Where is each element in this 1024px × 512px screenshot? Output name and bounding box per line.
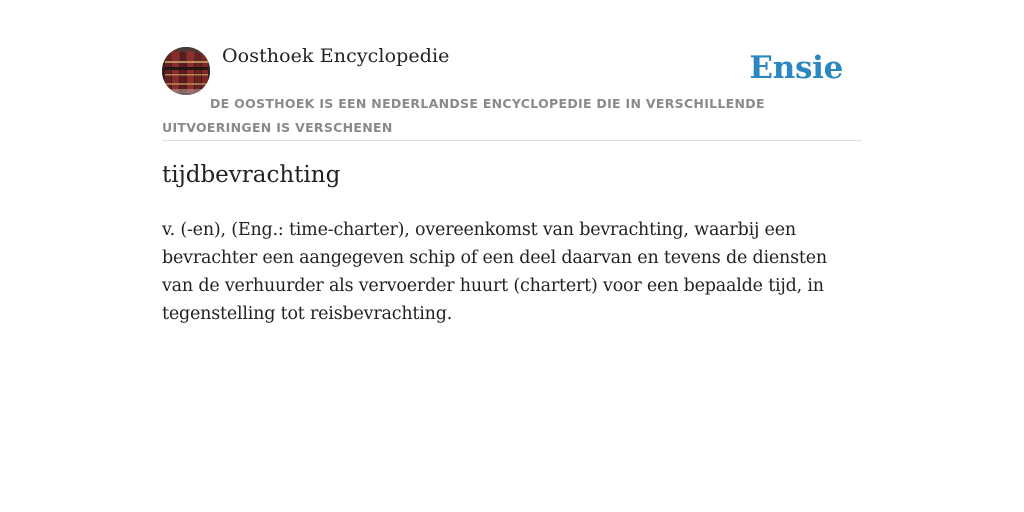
ensie-logo-link[interactable]: Ensie <box>749 50 843 86</box>
site-tagline: DE OOSTHOEK IS EEN NEDERLANDSE ENCYCLOPEDIE DIE IN VERSCHILLENDE UITVOERINGEN IS VERSCHENEN <box>162 96 765 135</box>
site-header <box>162 0 862 141</box>
entry-title: tijdbevrachting <box>162 162 341 188</box>
entry-definition: v. (-en), (Eng.: time-charter), overeenkomst van bevrachting, waarbij een bevrachter een aangegeven schip of een deel daarvan en tevens de diensten van de verhuurder als vervoerder huurt (chartert) voor een bepaalde tijd, in tegenstelling tot reisbevrachting. <box>162 220 827 324</box>
site-name[interactable]: Oosthoek Encyclopedie <box>222 45 450 67</box>
book-spines-icon <box>162 47 210 95</box>
page-container <box>162 0 862 324</box>
site-avatar[interactable] <box>162 47 210 95</box>
